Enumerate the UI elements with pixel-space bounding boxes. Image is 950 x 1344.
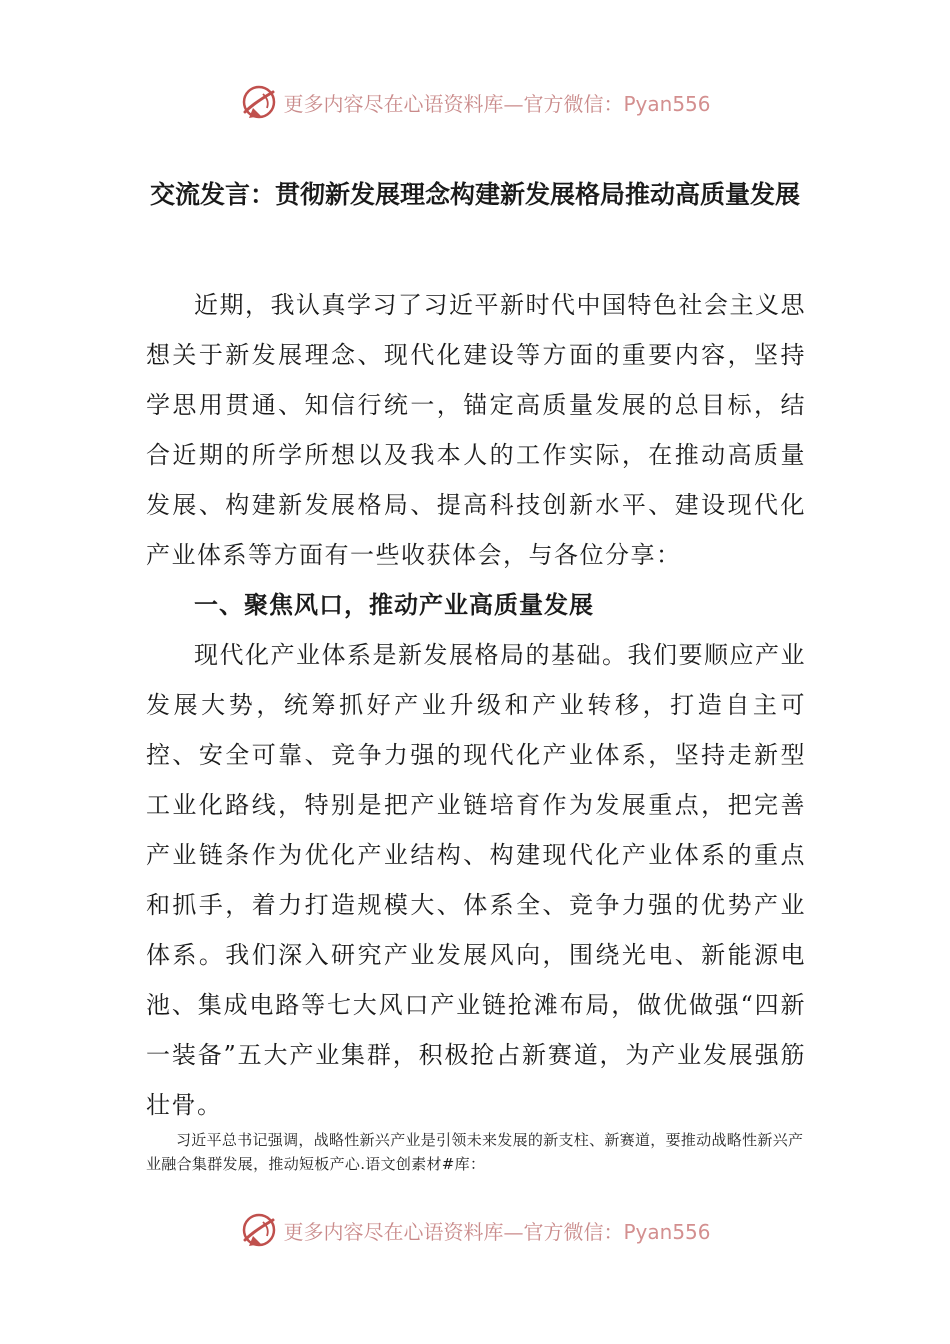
watermark-label: 官方微信： [523, 1219, 624, 1244]
document-body [146, 280, 806, 1130]
watermark-account: Pyan556 [623, 91, 711, 116]
watermark-banner-top [0, 80, 950, 124]
pen-logo-icon [239, 82, 279, 122]
footnote [146, 1128, 806, 1176]
pen-logo-icon [239, 1210, 279, 1250]
watermark-brand: 更多内容尽在心语资料库 [283, 1219, 504, 1244]
document-title: 交流发言：贯彻新发展理念构建新发展格局推动高质量发展 [149, 180, 800, 209]
watermark-banner-bottom [0, 1208, 950, 1252]
watermark-separator: — [503, 1219, 524, 1244]
watermark-separator: — [503, 91, 524, 116]
watermark-account: Pyan556 [623, 1219, 711, 1244]
section-1-paragraph: 现代化产业体系是新发展格局的基础。我们要顺应产业发展大势，统筹抓好产业升级和产业转移，打造自主可控、安全可靠、竞争力强的现代化产业体系，坚持走新型工业化路线，特别是把产业链培育作为发展重点，把完善产业链条作为优化产业结构、构建现代化产业体系的重点和抓手，着力打造规模大、体系全、竞争力强的优势产业体系。我们深入研究产业发展风向，围绕光电、新能源电池、集成电路等七大风口产业链抢滩布局，做优做强“四新一装备”五大产业集群，积极抢占新赛道，为产业发展强筋壮骨。 [146, 641, 806, 1119]
watermark-text [283, 1216, 710, 1245]
footnote-text: 习近平总书记强调，战略性新兴产业是引领未来发展的新支柱、新赛道，要推动战略性新兴产业融合集群发展，推动短板产心.语文创素材#库： [146, 1131, 804, 1173]
watermark-text [283, 88, 710, 117]
section-heading-1: 一、聚焦风口，推动产业高质量发展 [194, 591, 594, 619]
watermark-label: 官方微信： [523, 91, 624, 116]
watermark-brand: 更多内容尽在心语资料库 [283, 91, 504, 116]
intro-paragraph: 近期，我认真学习了习近平新时代中国特色社会主义思想关于新发展理念、现代化建设等方面的重要内容，坚持学思用贯通、知信行统一，锚定高质量发展的总目标，结合近期的所学所想以及我本人的工作实际，在推动高质量发展、构建新发展格局、提高科技创新水平、建设现代化产业体系等方面有一些收获体会，与各位分享： [146, 291, 806, 569]
